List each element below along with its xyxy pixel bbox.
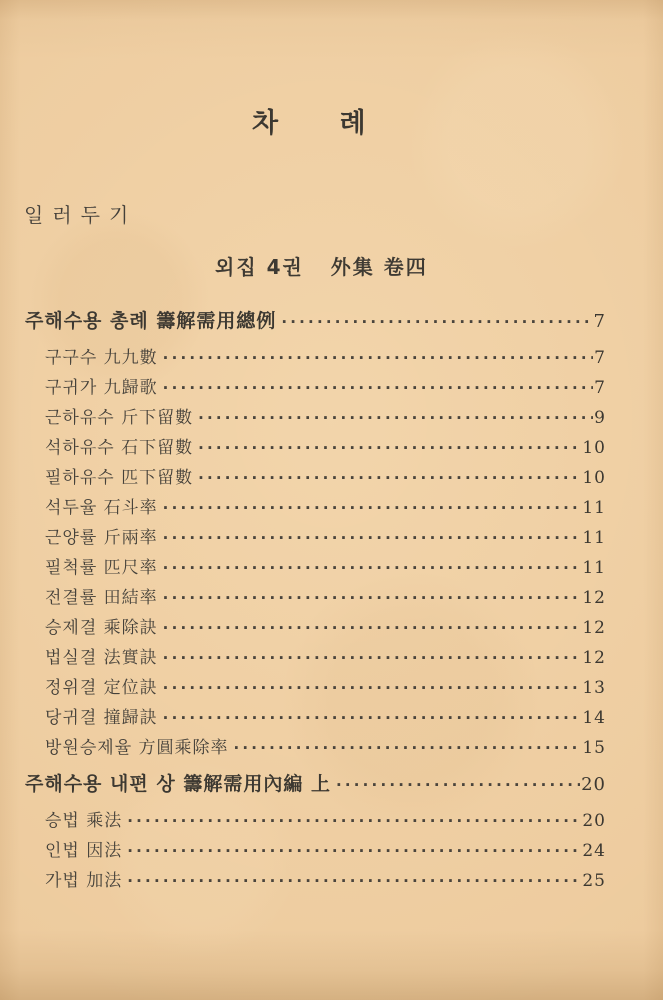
- toc-entry-page: 13: [582, 678, 606, 698]
- toc-dot-leader: [163, 349, 594, 367]
- toc-entry-label: 승제결 乘除訣: [45, 618, 158, 638]
- toc-entry: [25, 306, 606, 343]
- toc-entry: [25, 643, 606, 673]
- toc-entry: [25, 373, 606, 403]
- toc-dot-leader: [163, 619, 582, 637]
- toc-entry-page: 24: [582, 841, 606, 861]
- toc-entry-page: 9: [594, 408, 606, 428]
- toc-entry-label: 구귀가 九歸歌: [45, 378, 158, 398]
- toc-entry-label: 석두율 石斗率: [45, 498, 158, 518]
- toc-entry: [25, 866, 606, 896]
- toc-entry-page: 15: [582, 738, 606, 758]
- toc-dot-leader: [163, 649, 582, 667]
- toc-entry-label: 석하유수 石下留數: [45, 438, 194, 458]
- toc-entry: [25, 836, 606, 866]
- toc-dot-leader: [281, 313, 592, 331]
- toc-entry-page: 7: [594, 378, 606, 398]
- toc-entry: [25, 769, 606, 806]
- toc-entry-label: 방원승제율 方圓乘除率: [45, 738, 229, 758]
- toc-entry-label: 주해수용 내편 상 籌解需用內編 上: [25, 773, 331, 795]
- toc-dot-leader: [198, 469, 581, 487]
- volume-section-heading: 외집 4권 外集 卷四: [215, 255, 428, 279]
- toc-dot-leader: [163, 679, 582, 697]
- toc-list: [25, 306, 606, 896]
- toc-entry: [25, 673, 606, 703]
- toc-dot-leader: [163, 589, 582, 607]
- page-title: 차 례: [252, 108, 368, 139]
- toc-entry-page: 14: [582, 708, 606, 728]
- toc-dot-leader: [234, 739, 582, 757]
- toc-entry-page: 11: [582, 498, 606, 518]
- toc-entry: [25, 433, 606, 463]
- toc-entry-page: 7: [593, 311, 606, 332]
- toc-entry-label: 전결률 田結率: [45, 588, 158, 608]
- toc-dot-leader: [163, 379, 594, 397]
- front-matter-heading: 일러두기: [24, 203, 138, 227]
- toc-dot-leader: [198, 409, 593, 427]
- toc-entry-page: 11: [582, 528, 606, 548]
- toc-entry: [25, 703, 606, 733]
- toc-entry-label: 구구수 九九數: [45, 348, 158, 368]
- toc-dot-leader: [163, 499, 582, 517]
- toc-dot-leader: [163, 529, 582, 547]
- toc-entry: [25, 403, 606, 433]
- toc-entry-label: 당귀결 撞歸訣: [45, 708, 158, 728]
- toc-entry-label: 법실결 法實訣: [45, 648, 158, 668]
- toc-entry: [25, 613, 606, 643]
- toc-entry-label: 가법 加法: [45, 871, 123, 891]
- toc-entry-label: 필척률 匹尺率: [45, 558, 158, 578]
- toc-dot-leader: [127, 872, 581, 890]
- toc-entry: [25, 583, 606, 613]
- toc-entry: [25, 343, 606, 373]
- toc-entry-page: 7: [594, 348, 606, 368]
- toc-entry-label: 정위결 定位訣: [45, 678, 158, 698]
- toc-dot-leader: [198, 439, 581, 457]
- toc-dot-leader: [163, 559, 582, 577]
- toc-entry-label: 인법 因法: [45, 841, 123, 861]
- toc-entry-label: 승법 乘法: [45, 811, 123, 831]
- toc-entry: [25, 523, 606, 553]
- toc-entry-label: 근양률 斤兩率: [45, 528, 158, 548]
- toc-entry-page: 20: [582, 811, 606, 831]
- toc-entry-label: 주해수용 총례 籌解需用總例: [25, 310, 277, 332]
- toc-entry-page: 12: [582, 588, 606, 608]
- toc-entry-page: 12: [582, 648, 606, 668]
- toc-entry-page: 10: [582, 468, 606, 488]
- toc-dot-leader: [163, 709, 582, 727]
- toc-entry-page: 10: [582, 438, 606, 458]
- toc-entry-label: 필하유수 匹下留數: [45, 468, 194, 488]
- toc-dot-leader: [336, 776, 580, 794]
- toc-entry: [25, 493, 606, 523]
- toc-entry: [25, 806, 606, 836]
- toc-entry-page: 11: [582, 558, 606, 578]
- toc-entry-label: 근하유수 斤下留數: [45, 408, 194, 428]
- toc-entry: [25, 733, 606, 763]
- toc-entry: [25, 553, 606, 583]
- toc-entry: [25, 463, 606, 493]
- toc-entry-page: 12: [582, 618, 606, 638]
- toc-dot-leader: [127, 842, 581, 860]
- toc-entry-page: 20: [581, 774, 606, 795]
- toc-entry-page: 25: [582, 871, 606, 891]
- toc-dot-leader: [127, 812, 581, 830]
